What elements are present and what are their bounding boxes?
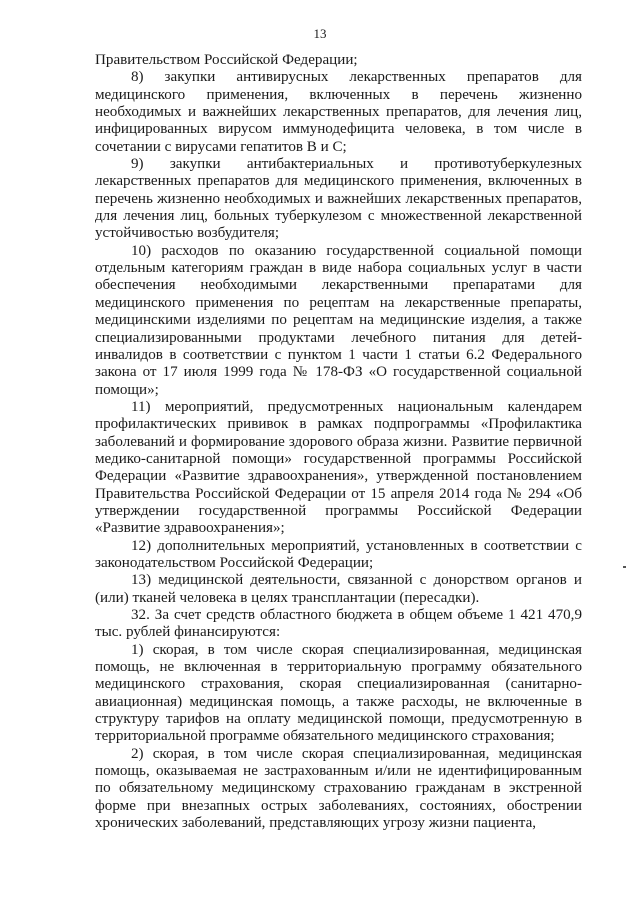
paragraph-subitem-2: 2) скорая, в том числе скорая специализированная, медицинская помощь, оказываемая не застрахованным и/или не идентифицированным по обязательному медицинскому страхованию гражданам в экстренной форме при внезапных острых заболеваниях, состояниях, обострении хронических заболеваний, представляющих угрозу жизни пациента, — [95, 745, 582, 832]
document-body — [95, 52, 582, 832]
paragraph-subitem-1: 1) скорая, в том числе скорая специализированная, медицинская помощь, не включенная в территориальную программу обязательного медицинского страхования, скорая специализированная (санитарно-авиационная) медицинская помощь, а также расходы, не включенные в структуру тарифов на оплату медицинской помощи, предусмотренную в территориальной программе обязательного медицинского страхования; — [95, 641, 582, 745]
scan-artifact-mark — [623, 566, 626, 568]
paragraph-item-13: 13) медицинской деятельности, связанной с донорством органов и (или) тканей человека в целях трансплантации (пересадки). — [95, 572, 582, 606]
page-number: 13 — [313, 26, 327, 41]
paragraph-item-12: 12) дополнительных мероприятий, установленных в соответствии с законодательством Российской Федерации; — [95, 537, 582, 571]
paragraph-item-9: 9) закупки антибактериальных и противотуберкулезных лекарственных препаратов для медицинского применения, включенных в перечень жизненно необходимых и важнейших лекарственных препаратов, для лечения лиц, больных туберкулезом с множественной лекарственной устойчивостью возбудителя; — [95, 156, 582, 242]
paragraph-continuation: Правительством Российской Федерации; — [95, 52, 358, 68]
paragraph-item-11: 11) мероприятий, предусмотренных национальным календарем профилактических прививок в рамках подпрограммы «Профилактика заболеваний и формирование здорового образа жизни. Развитие первичной медико-санитарной помощи» государственной программы Российской Федерации «Развитие здравоохранения», утвержденной постановлением Правительства Российской Федерации от 15 апреля 2014 года № 294 «Об утверждении государственной программы Российской Федерации «Развитие здравоохранения»; — [95, 398, 582, 537]
paragraph-item-8: 8) закупки антивирусных лекарственных препаратов для медицинского применения, включенных в перечень жизненно необходимых и важнейших лекарственных препаратов, для лечения лиц, инфицированных вирусом иммунодефицита человека, в том числе в сочетании с вирусами гепатитов B и C; — [95, 69, 582, 155]
paragraph-item-10: 10) расходов по оказанию государственной социальной помощи отдельным категориям граждан в виде набора социальных услуг в части обеспечения необходимыми лекарственными препаратами для медицинского применения по рецептам на лекарственные препараты, медицинскими изделиями по рецептам на медицинские изделия, а также специализированными продуктами лечебного питания для детей-инвалидов в соответствии с пунктом 1 части 1 статьи 6.2 Федерального закона от 17 июля 1999 года № 178-ФЗ «О государственной социальной помощи»; — [95, 242, 582, 398]
paragraph-section-32: 32. За счет средств областного бюджета в общем объеме 1 421 470,9 тыс. рублей финансируются: — [95, 607, 582, 641]
